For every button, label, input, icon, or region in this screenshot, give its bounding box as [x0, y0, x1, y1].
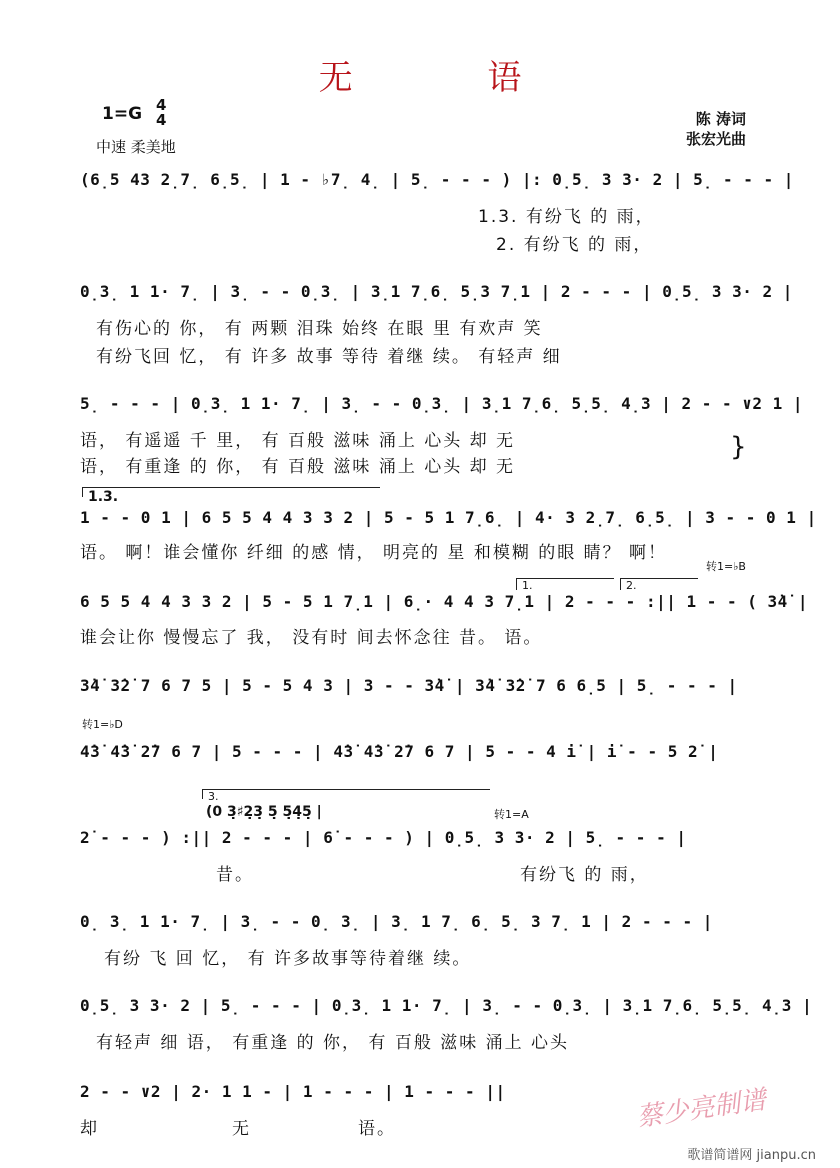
lyric-line-2a: 有伤心的 你， 有 两颗 泪珠 始终 在眼 里 有欢声 笑 — [96, 319, 543, 339]
lyricist: 陈 涛词 — [695, 110, 746, 128]
volta-13-tick — [82, 487, 83, 497]
time-bottom: 4 — [156, 111, 167, 129]
brace: } — [730, 432, 747, 462]
music-line-9: 0̣ 3̣ 1 1· 7̣ | 3̣ - - 0̣ 3̣ | 3̣ 1 7̣ 6̣ 5̣ 3 7̣ 1 | 2 - - - | — [80, 912, 713, 931]
music-line-3: 5̣ - - - | 0̣3̣ 1 1· 7̣ | 3̣ - - 0̣3̣ | 3̣1 7̣6̣ 5̣5̣ 4̣3 | 2 - - ∨2 1 | — [80, 394, 804, 413]
modulation-bb: 转1=♭B — [706, 560, 746, 573]
volta-1-tick — [516, 578, 517, 590]
music-line-8: 2̇ - - - ) :|| 2 - - - | 6̇ - - - ) | 0̣5̣ 3 3· 2 | 5̣ - - - | — [80, 828, 687, 847]
lyric-line-2b: 有纷飞回 忆， 有 许多 故事 等待 着继 续。 有轻声 细 — [96, 347, 562, 367]
music-line-11: 2 - - ∨2 | 2· 1 1 - | 1 - - - | 1 - - - || — [80, 1082, 506, 1101]
lyric-line-11a: 却 — [80, 1119, 99, 1139]
lyric-line-11b: 无 — [232, 1119, 251, 1139]
composer: 张宏光曲 — [685, 130, 746, 148]
lyric-line-5: 谁会让你 慢慢忘了 我， 没有时 间去怀念往 昔。 语。 — [80, 628, 543, 648]
lyric-line-3b: 语， 有重逢 的 你， 有 百般 滋味 涌上 心头 却 无 — [80, 457, 516, 477]
volta-13-label: 1.3. — [88, 489, 119, 505]
volta-3-line — [202, 789, 490, 790]
key-signature: 1=G — [102, 104, 143, 124]
music-line-6: 3̇4̇ 3̇2̇ 7 6 7 5 | 5 - 5 4 3 | 3 - - 3̇4̇ | 3̇4̇ 3̇2̇ 7 6 6̣5 | 5̣ - - - | — [80, 676, 738, 695]
lyric-line-11c: 语。 — [358, 1119, 396, 1139]
site-credit: 歌谱简谱网 jianpu.cn — [687, 1148, 816, 1163]
lyric-line-1a: 1.3. 有纷飞 的 雨， — [478, 207, 655, 227]
modulation-a: 转1=A — [494, 808, 529, 821]
volta-13-line — [82, 487, 380, 488]
lyric-line-4: 语。 啊！谁会懂你 纤细 的感 情， 明亮的 星 和模糊 的眼 睛？ 啊！ — [80, 543, 668, 563]
volta-2-label: 2. — [626, 579, 637, 592]
volta-1-label: 1. — [522, 579, 533, 592]
tempo-marking: 中速 柔美地 — [96, 138, 176, 156]
music-line-2: 0̣3̣ 1 1· 7̣ | 3̣ - - 0̣3̣ | 3̣1 7̣6̣ 5̣3 7̣1 | 2 - - - | 0̣5̣ 3 3· 2 | — [80, 282, 793, 301]
lyric-line-8b: 有纷飞 的 雨， — [520, 865, 649, 885]
watermark: 蔡少亮制谱 — [634, 1085, 768, 1133]
music-line-5: 6 5 5 4 4 3 3 2 | 5 - 5 1 7̣1 | 6̣· 4 4 3 7̣1 | 2 - - - :|| 1 - - ( 3̇4̇ | — [80, 592, 809, 611]
intro-figure: (0 3̣♯2̣3̣ 5̣ 5̣4̣5̣ | — [206, 804, 322, 820]
song-title: 无 语 — [318, 58, 584, 98]
volta-2-tick — [620, 578, 621, 590]
music-line-10: 0̣5̣ 3 3· 2 | 5̣ - - - | 0̣3̣ 1 1· 7̣ | 3̣ - - 0̣3̣ | 3̣1 7̣6̣ 5̣5̣ 4̣3 | — [80, 996, 813, 1015]
music-line-1: (6̣5 43 2̣7̣ 6̣5̣ | 1 - ♭7̣ 4̣ | 5̣ - - - ) |: 0̣5̣ 3 3· 2 | 5̣ - - - | — [80, 170, 794, 189]
lyric-line-3a: 语， 有遥遥 千 里， 有 百般 滋味 涌上 心头 却 无 — [80, 431, 516, 451]
modulation-bd: 转1=♭D — [82, 718, 123, 731]
music-line-4: 1 - - 0 1 | 6 5 5 4 4 3 3 2 | 5 - 5 1 7̣6̣ | 4· 3 2̣7̣ 6̣5̣ | 3 - - 0 1 | — [80, 508, 817, 527]
music-line-7: 4̇3̇ 4̇3̇ 2̇7 6 7 | 5 - - - | 4̇3̇ 4̇3̇ 2̇7 6 7 | 5 - - 4 i̇ | i̇ - - 5 2̇ | — [80, 742, 719, 761]
lyric-line-9: 有纷 飞 回 忆， 有 许多故事等待着继 续。 — [104, 949, 472, 969]
lyric-line-8a: 昔。 — [216, 865, 254, 885]
time-top: 4 — [156, 96, 167, 114]
volta-3-label: 3. — [208, 790, 219, 803]
time-signature — [156, 98, 166, 128]
lyric-line-10: 有轻声 细 语， 有重逢 的 你， 有 百般 滋味 涌上 心头 — [96, 1033, 570, 1053]
lyric-line-1b: 2. 有纷飞 的 雨， — [496, 235, 653, 255]
volta-3-tick — [202, 789, 203, 799]
